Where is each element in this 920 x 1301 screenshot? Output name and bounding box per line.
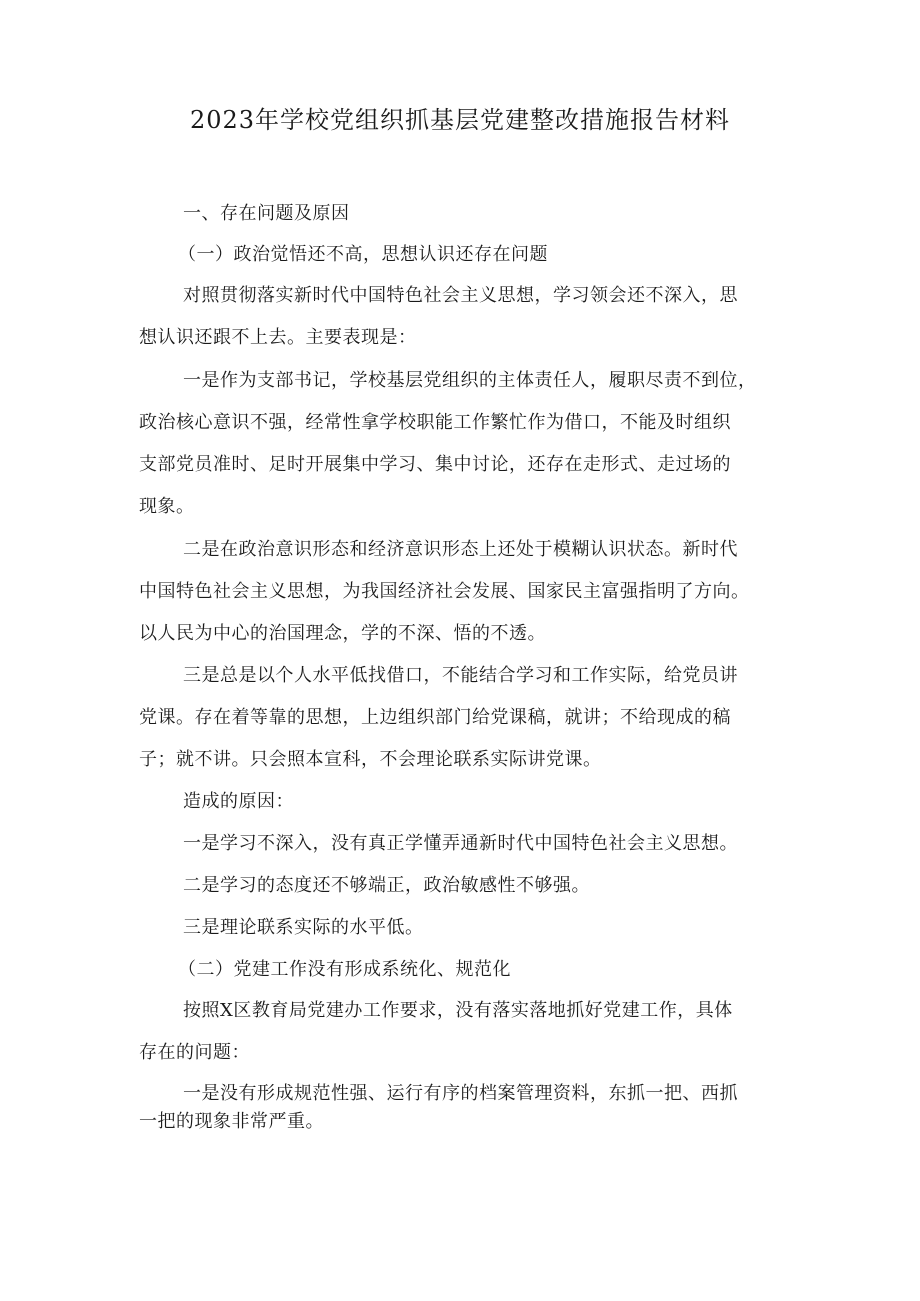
paragraph-line: 一是作为支部书记，学校基层党组织的主体责任人，履职尽责不到位，	[183, 370, 757, 391]
paragraph-line: 支部党员准时、足时开展集中学习、集中讨论，还存在走形式、走过场的	[139, 454, 731, 475]
section-heading: 一、存在问题及原因	[183, 203, 350, 224]
paragraph-line: 现象。	[139, 496, 195, 517]
paragraph-line: 以人民为中心的治国理念，学的不深、悟的不透。	[139, 623, 546, 644]
subsection-heading: （二）党建工作没有形成系统化、规范化	[178, 959, 511, 980]
paragraph-line: 二是在政治意识形态和经济意识形态上还处于模糊认识状态。新时代	[183, 539, 738, 560]
paragraph-line: 三是理论联系实际的水平低。	[183, 917, 424, 938]
paragraph-line: 一是没有形成规范性强、运行有序的档案管理资料，东抓一把、西抓	[183, 1083, 738, 1104]
paragraph-line: 三是总是以个人水平低找借口，不能结合学习和工作实际，给党员讲	[183, 665, 738, 686]
paragraph-line: 中国特色社会主义思想，为我国经济社会发展、国家民主富强指明了方向。	[139, 581, 750, 602]
paragraph-line: 二是学习的态度还不够端正，政治敏感性不够强。	[183, 875, 590, 896]
paragraph-line: 造成的原因：	[183, 791, 294, 812]
paragraph-line: 党课。存在着等靠的思想，上边组织部门给党课稿，就讲；不给现成的稿	[139, 707, 731, 728]
paragraph-line: 想认识还跟不上去。主要表现是：	[139, 327, 417, 348]
paragraph-line: 存在的问题：	[139, 1042, 250, 1063]
paragraph-line: 对照贯彻落实新时代中国特色社会主义思想，学习领会还不深入，思	[183, 285, 738, 306]
paragraph-line: 一是学习不深入，没有真正学懂弄通新时代中国特色社会主义思想。	[183, 833, 738, 854]
paragraph-line: 子；就不讲。只会照本宣科，不会理论联系实际讲党课。	[139, 749, 602, 770]
paragraph-line: 政治核心意识不强，经常性拿学校职能工作繁忙作为借口，不能及时组织	[139, 412, 731, 433]
document-title: 2023年学校党组织抓基层党建整改措施报告材料	[189, 106, 731, 134]
subsection-heading: （一）政治觉悟还不高，思想认识还存在问题	[178, 244, 548, 265]
paragraph-line: 按照X区教育局党建办工作要求，没有落实落地抓好党建工作，具体	[183, 1000, 733, 1021]
paragraph-line: 一把的现象非常严重。	[139, 1111, 324, 1132]
